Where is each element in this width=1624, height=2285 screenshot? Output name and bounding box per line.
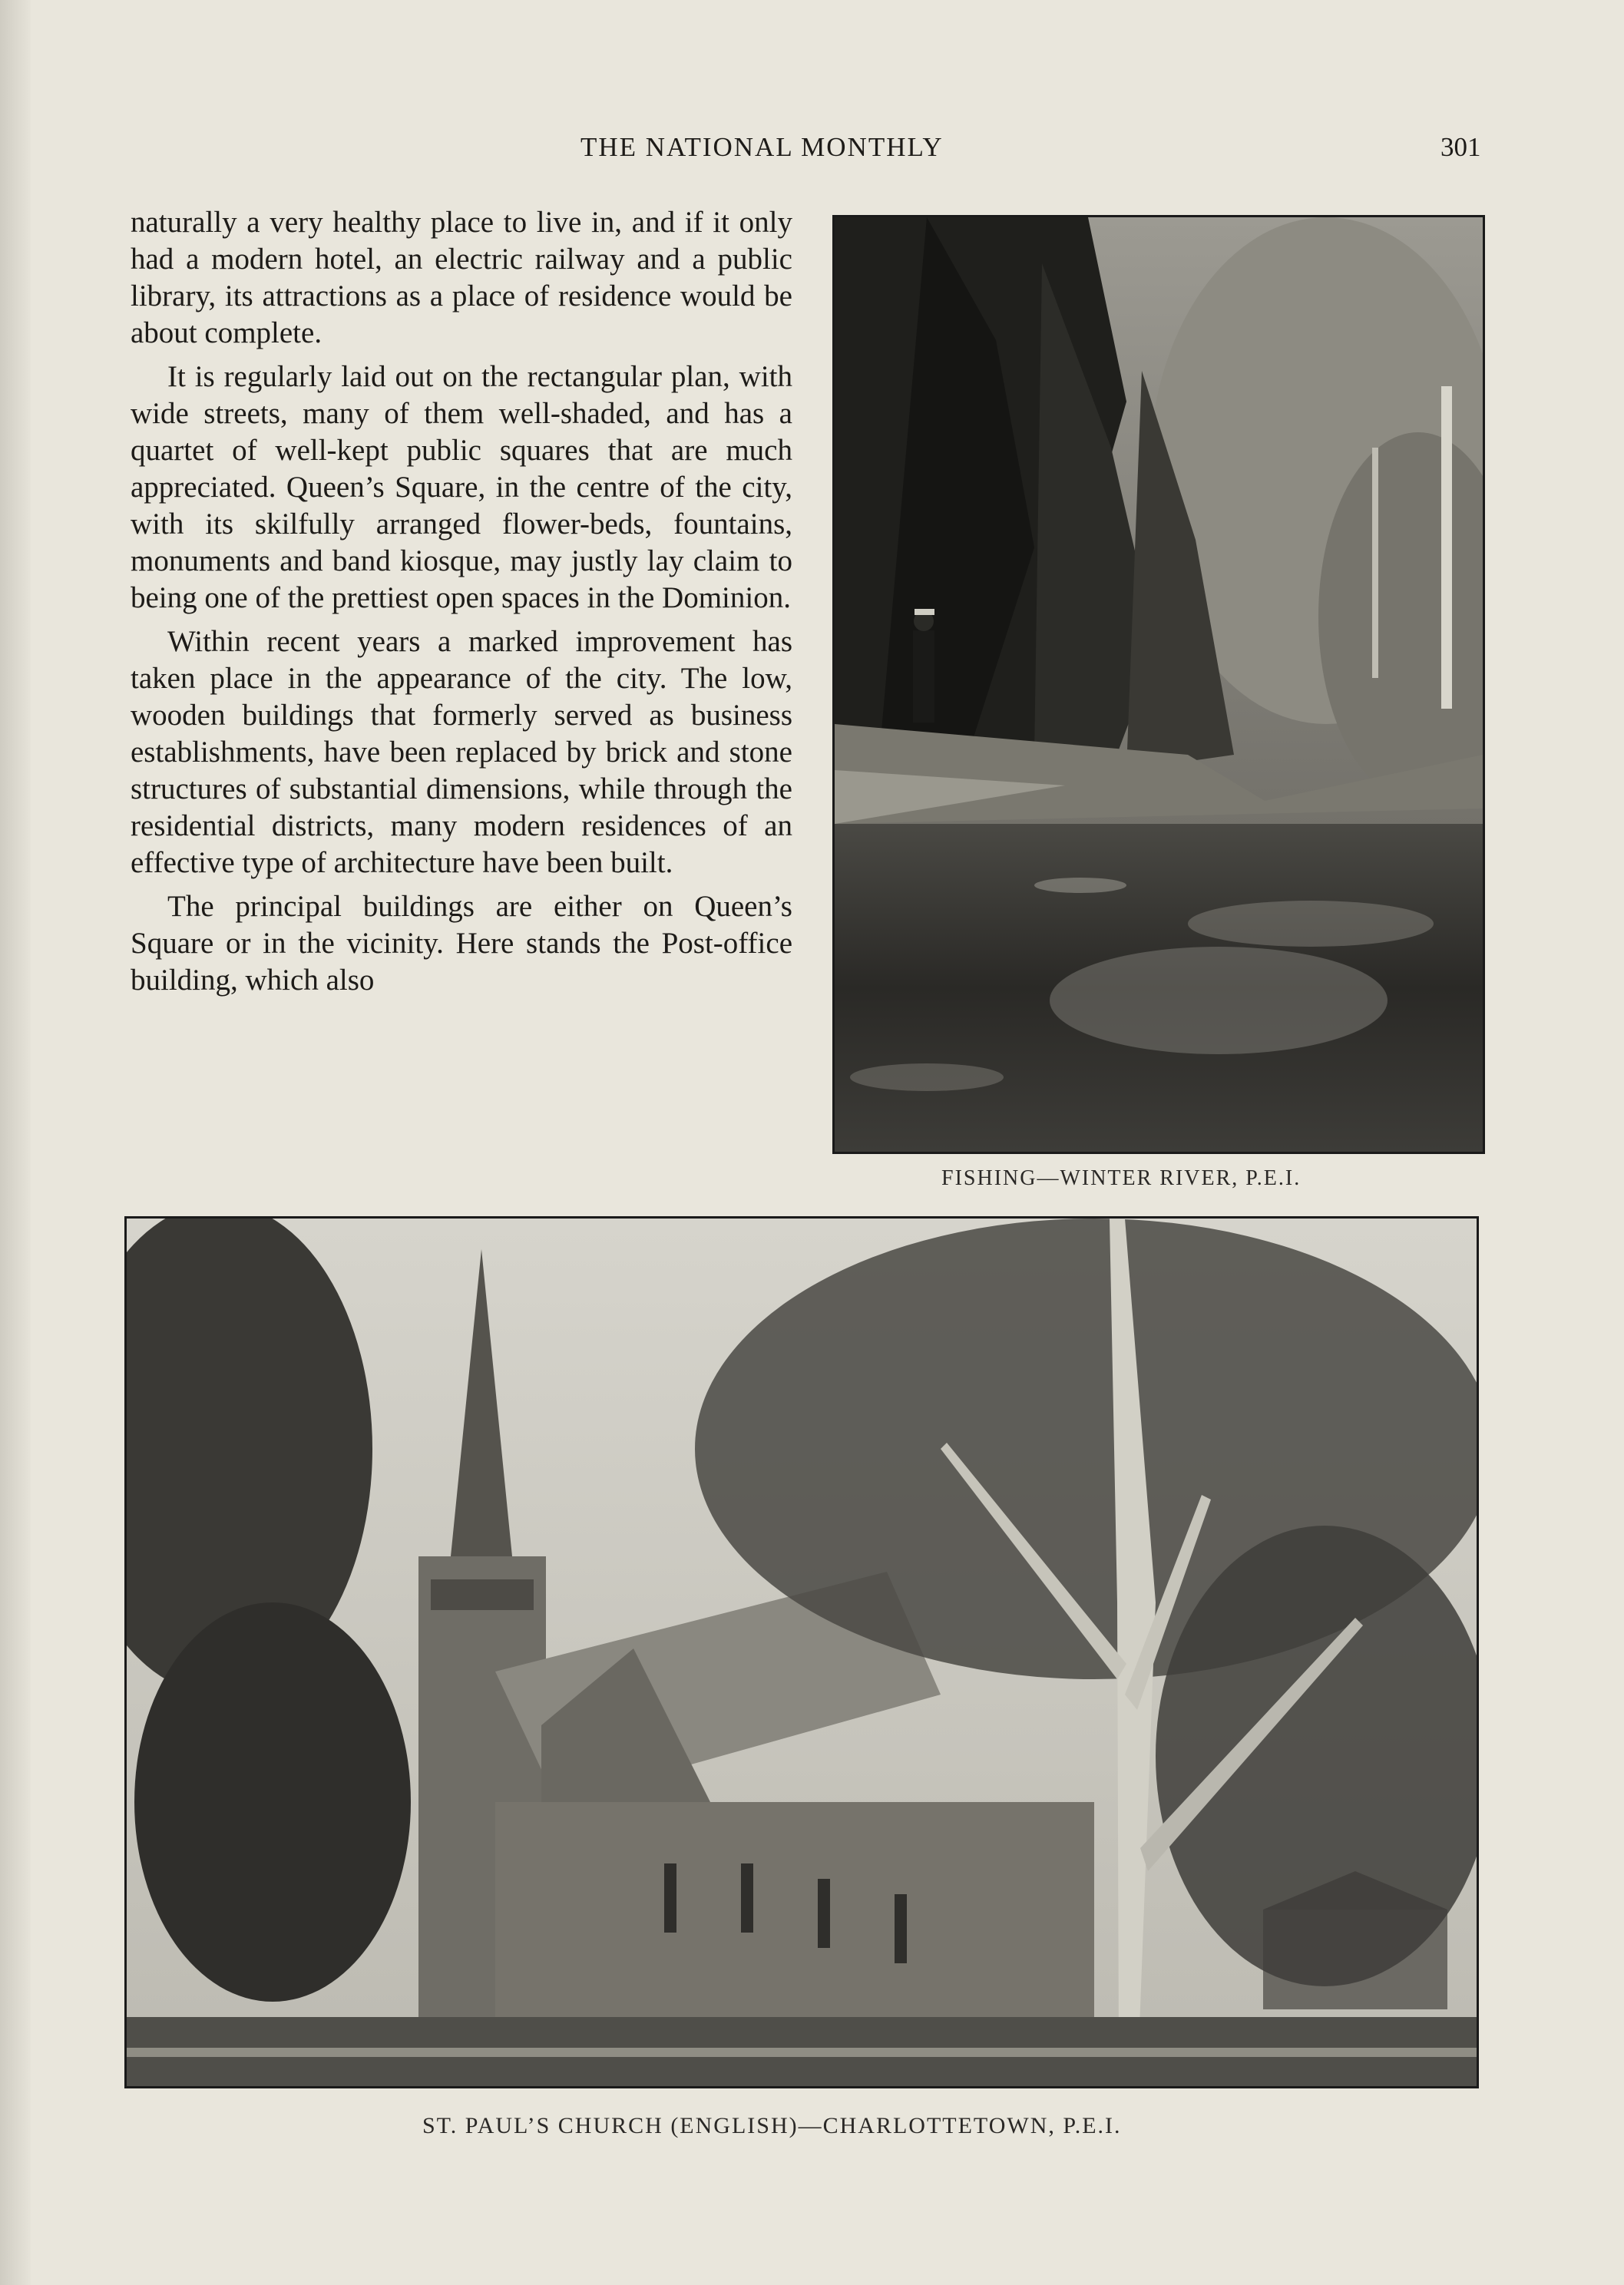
journal-title: THE NATIONAL MONTHLY [580,132,944,162]
fishing-photo-image [835,217,1483,1152]
church-photo-image [127,1219,1477,2086]
running-head [0,132,1624,170]
binding-gutter [0,0,31,2285]
paragraph-4: The principal buildings are either on Queen’s Square or in the vicinity. Here stands the Post-office building, which also [131,890,792,997]
paragraph-3: Within recent years a marked improvement has taken place in the appearance of the city. The low, wooden buildings that formerly served as business establishments, have been replaced by brick and stone structures of substantial dimensions, while through the residential districts, many modern residences of an effective type of architecture have been built. [131,625,792,879]
body-text-column [131,204,792,1006]
fishing-photo-caption: FISHING—WINTER RIVER, P.E.I. [941,1166,1302,1190]
church-photo-caption: ST. PAUL’S CHURCH (ENGLISH)—CHARLOTTETOWN, P.E.I. [422,2113,1122,2138]
paragraph-1: naturally a very healthy place to live in, and if it only had a modern hotel, an electric railway and a public library, its attractions as a place of residence would be about complete. [131,206,792,349]
page-number: 301 [1440,132,1481,162]
paragraph-2: It is regularly laid out on the rectangular plan, with wide streets, many of them well-shaded, and has a quartet of well-kept public squares that are much appreciated. Queen’s Square, in the centre of the city, with its skilfully arranged flower-beds, fountains, monuments and band kiosque, may justly lay claim to being one of the prettiest open spaces in the Dominion. [131,360,792,614]
church-photo [124,1216,1479,2088]
fishing-photo [832,215,1485,1154]
